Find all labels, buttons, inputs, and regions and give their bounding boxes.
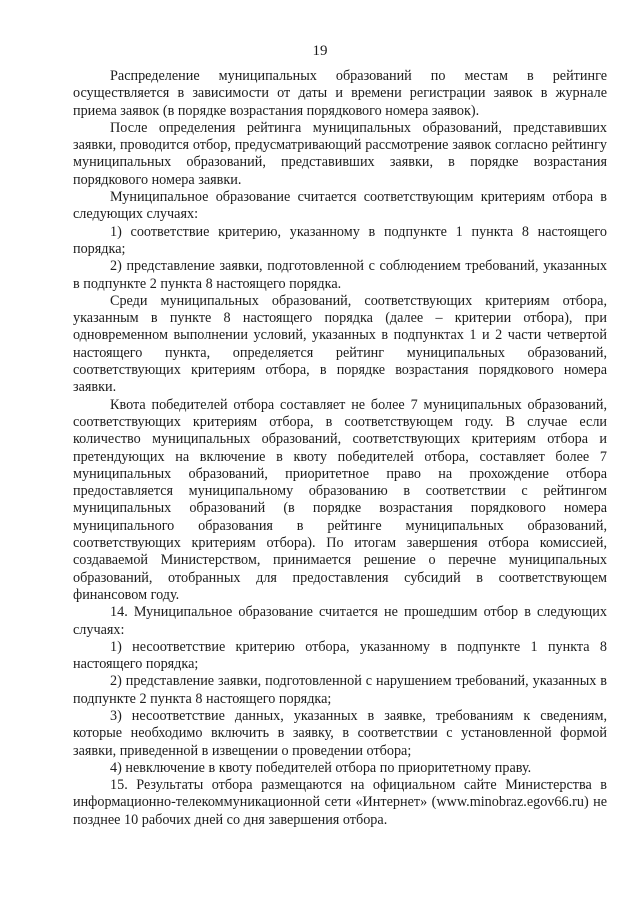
paragraph: Муниципальное образование считается соответствующим критериям отбора в следующих случаях: bbox=[73, 189, 607, 223]
paragraph: 2) представление заявки, подготовленной с нарушением требований, указанных в подпункте 2 пункта 8 настоящего порядка; bbox=[73, 673, 607, 707]
document-body bbox=[73, 68, 607, 829]
paragraph: 1) несоответствие критерию отбора, указанному в подпункте 1 пункта 8 настоящего порядка; bbox=[73, 638, 607, 673]
page-number: 19 bbox=[312, 43, 328, 59]
paragraph: Квота победителей отбора составляет не более 7 муниципальных образований, соответствующих критериям отбора, в соответствующем году. В случае если количество муниципальных образований, соответствующих критериям отбора и претендующих на включение в квоту победителей отбора, составляет более 7 муниципальных образований, приоритетное право на прохождение отбора предоставляется муниципальному образованию в соответствии с рейтингом муниципальных образований (в порядке возрастания порядкового номера муниципального образования в рейтинге муниципальных образований, соответствующих критериям отбора). По итогам завершения отбора комиссией, создаваемой Министерством, принимается решение о перечне муниципальных образований, отобранных для предоставления субсидий в соответствующем финансовом году. bbox=[73, 396, 607, 603]
paragraph: 14. Муниципальное образование считается не прошедшим отбор в следующих случаях: bbox=[73, 604, 607, 638]
paragraph: После определения рейтинга муниципальных образований, представивших заявки, проводится отбор, предусматривающий рассмотрение заявок согласно рейтингу муниципальных образований, представивших заявки, в порядке возрастания порядкового номера заявки. bbox=[73, 119, 607, 188]
paragraph: 2) представление заявки, подготовленной с соблюдением требований, указанных в подпункте 2 пункта 8 настоящего порядка. bbox=[73, 258, 607, 292]
paragraph: 15. Результаты отбора размещаются на официальном сайте Министерства в информационно-телекоммуникационной сети «Интернет» (www.minobraz.egov66.ru) не позднее 10 рабочих дней со дня завершения отбора. bbox=[73, 777, 607, 828]
paragraph: 4) невключение в квоту победителей отбора по приоритетному праву. bbox=[110, 759, 532, 776]
paragraph: Среди муниципальных образований, соответствующих критериям отбора, указанным в пункте 8 настоящего порядка (далее – критерии отбора), при одновременном выполнении условий, указанных в подпунктах 1 и 2 части четвертой настоящего пункта, определяется рейтинг муниципальных образований, соответствующих критериям отбора, в порядке возрастания порядкового номера заявки. bbox=[73, 292, 607, 396]
paragraph: Распределение муниципальных образований по местам в рейтинге осуществляется в зависимости от даты и времени регистрации заявок в журнале приема заявок (в порядке возрастания порядкового номера заявок). bbox=[73, 68, 607, 119]
paragraph: 3) несоответствие данных, указанных в заявке, требованиям к сведениям, которые необходимо включить в заявку, в соответствии с установленной формой заявки, приведенной в извещении о проведении отбора; bbox=[73, 707, 607, 759]
paragraph: 1) соответствие критерию, указанному в подпункте 1 пункта 8 настоящего порядка; bbox=[73, 223, 607, 257]
